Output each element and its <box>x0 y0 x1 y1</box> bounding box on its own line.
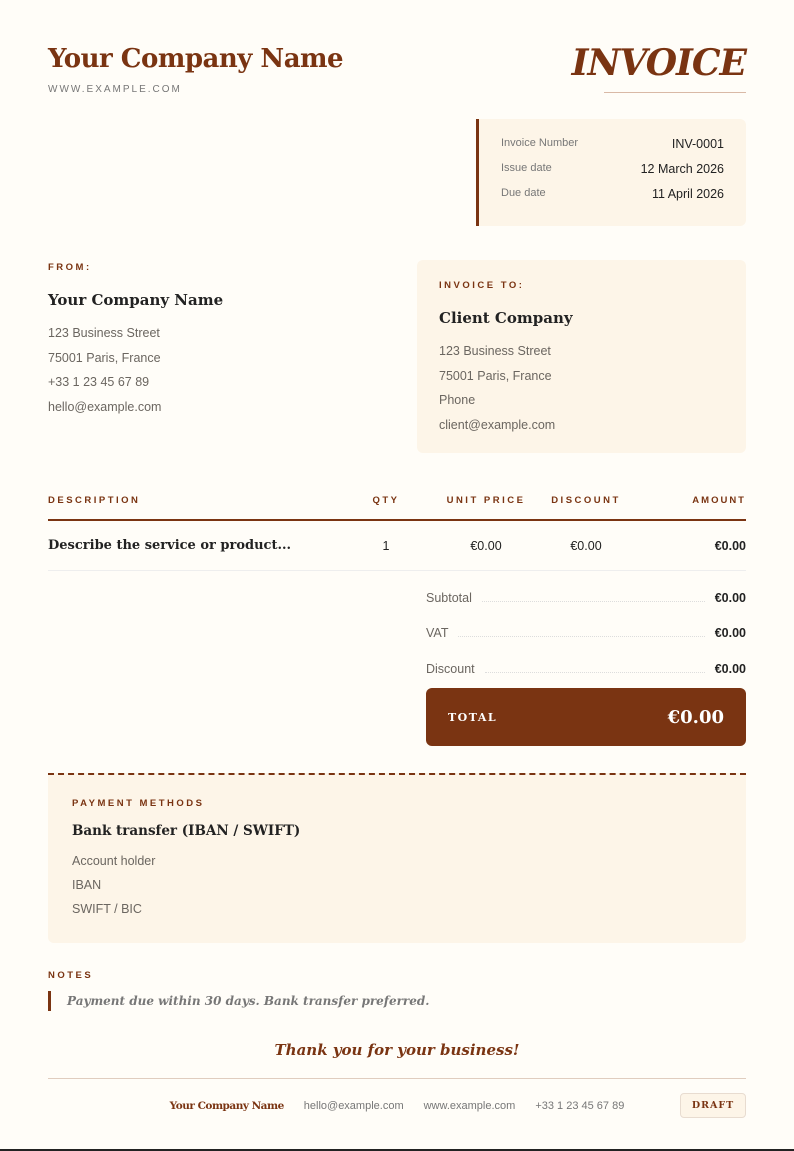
from-label: FROM: <box>48 262 92 273</box>
to-phone: Phone <box>439 393 476 407</box>
subtotal-label: Subtotal <box>426 590 472 605</box>
to-email: client@example.com <box>439 417 556 432</box>
header-qty: QTY <box>372 495 400 506</box>
discount-label: Discount <box>426 661 475 676</box>
meta-label: Invoice Number <box>501 137 579 149</box>
subtotal-value: €0.00 <box>714 590 746 605</box>
iban: IBAN <box>72 878 102 892</box>
company-name: Your Company Name <box>48 44 344 74</box>
payment-label: PAYMENT METHODS <box>72 798 205 809</box>
items-table <box>48 495 746 571</box>
to-city: 75001 Paris, France <box>439 368 552 383</box>
header-amount: AMOUNT <box>692 495 746 506</box>
footer-email[interactable]: hello@example.com <box>303 1099 404 1112</box>
table-row <box>48 521 746 571</box>
invoice-title: INVOICE <box>571 42 746 84</box>
from-name: Your Company Name <box>48 291 224 309</box>
row-amount: €0.00 <box>714 538 746 553</box>
totals <box>426 580 746 687</box>
footer-divider <box>48 1078 746 1079</box>
invoice-meta <box>476 119 746 226</box>
footer-phone: +33 1 23 45 67 89 <box>535 1099 625 1112</box>
footer-website[interactable]: www.example.com <box>423 1099 516 1112</box>
swift-bic: SWIFT / BIC <box>72 902 142 916</box>
row-discount: €0.00 <box>570 538 602 553</box>
meta-label: Issue date <box>501 162 552 174</box>
title-divider <box>604 92 746 93</box>
invoice-to-section <box>417 260 746 453</box>
draft-badge: DRAFT <box>680 1093 746 1118</box>
total-label: TOTAL <box>448 710 498 724</box>
company-website: WWW.EXAMPLE.COM <box>48 84 182 95</box>
footer <box>48 1093 746 1118</box>
row-description: Describe the service or product... <box>48 538 292 553</box>
to-name: Client Company <box>439 309 573 327</box>
vat-value: €0.00 <box>714 626 746 641</box>
notes-label: NOTES <box>48 970 94 981</box>
notes-text: Payment due within 30 days. Bank transfer preferred. <box>48 991 429 1011</box>
payment-methods <box>48 773 746 943</box>
table-header <box>48 495 746 521</box>
header-unit-price: UNIT PRICE <box>446 495 526 506</box>
from-section <box>48 262 223 419</box>
row-unit-price: €0.00 <box>470 538 502 553</box>
from-email: hello@example.com <box>48 399 162 414</box>
row-qty: 1 <box>382 538 390 553</box>
meta-label: Due date <box>501 187 546 199</box>
to-address: 123 Business Street <box>439 344 551 358</box>
footer-company: Your Company Name <box>169 1099 284 1112</box>
header-discount: DISCOUNT <box>551 495 621 506</box>
account-holder: Account holder <box>72 854 156 868</box>
meta-value: INV-0001 <box>671 137 724 151</box>
header-description: DESCRIPTION <box>48 495 141 506</box>
payment-title: Bank transfer (IBAN / SWIFT) <box>72 823 301 839</box>
to-label: INVOICE TO: <box>439 280 525 291</box>
from-city: 75001 Paris, France <box>48 350 161 365</box>
vat-label: VAT <box>426 626 449 641</box>
total-value: €0.00 <box>667 706 724 728</box>
total-box <box>426 688 746 746</box>
meta-value: 11 April 2026 <box>651 187 724 201</box>
meta-value: 12 March 2026 <box>640 162 724 176</box>
thank-you-message: Thank you for your business! <box>274 1041 520 1059</box>
from-address: 123 Business Street <box>48 326 160 340</box>
discount-value: €0.00 <box>714 661 746 676</box>
from-phone: +33 1 23 45 67 89 <box>48 375 150 389</box>
